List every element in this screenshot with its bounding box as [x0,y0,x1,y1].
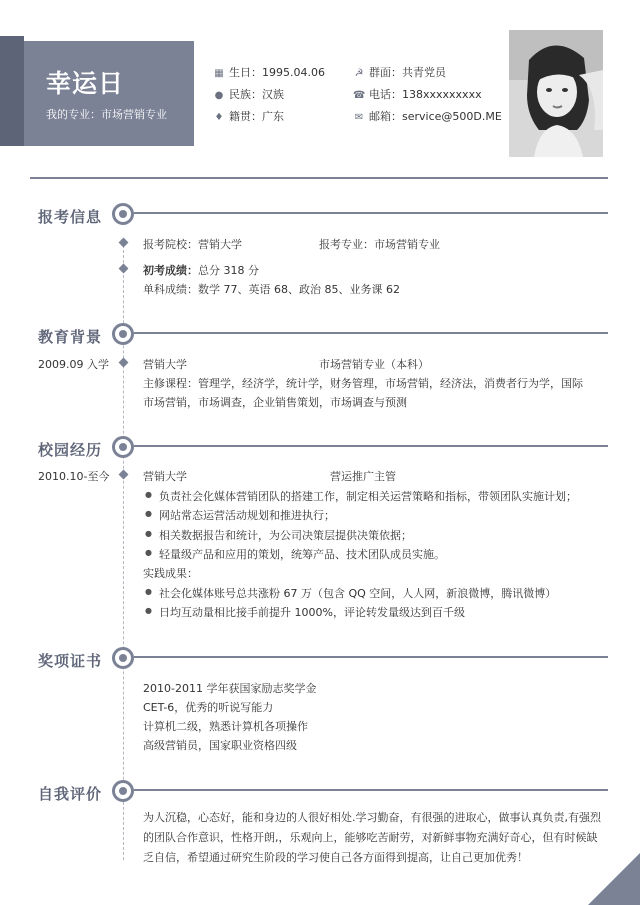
phone-icon: ☎ [353,90,366,101]
campus-result: ● 社会化媒体账号总共涨粉 67 万（包含 QQ 空间，人人网，新浪微博，腾讯微博） [159,585,556,601]
campus-duty: ● 网站常态运营活动规划和推进执行； [159,507,335,523]
location-pin-icon: ♦ [214,112,224,123]
education-school: 营销大学 [143,358,187,371]
campus-org: 营销大学 [143,470,187,483]
ethnicity-info: ● 民族：汉族 [214,88,284,101]
education-date: 2009.09 入学 [38,358,109,371]
exam-major: 报考专业：市场营销专业 [319,238,440,251]
campus-result: ● 日均互动量相比接手前提升 1000%，评论转发量级达到百千级 [159,604,465,620]
award-item: 高级营销员，国家职业资格四级 [143,739,297,752]
award-item: CET-6，优秀的听说写能力 [143,701,274,714]
section-marker-self [112,780,134,802]
candidate-name: 幸运日 [46,69,125,98]
timeline-diamond [119,238,129,248]
profile-photo [509,30,603,157]
person-icon: ● [214,90,224,101]
exam-subject-scores: 单科成绩：数学 77、英语 68、政治 85、业务课 62 [143,283,400,296]
section-title-campus: 校园经历 [38,441,103,459]
campus-results-label: 实践成果： [143,567,198,580]
exam-score: 初考成绩：总分 318 分 [143,264,259,277]
mail-icon: ✉ [354,112,364,123]
campus-duty: ● 相关数据报告和统计，为公司决策层提供决策依据； [159,527,412,543]
calendar-icon: ▦ [214,68,224,79]
section-title-exam: 报考信息 [38,208,103,226]
education-courses-line1: 主修课程：管理学，经济学，统计学，财务管理，市场营销，经济法，消费者行为学，国际 [143,377,583,390]
section-divider-campus [134,445,608,447]
section-divider-awards [134,656,608,658]
campus-date: 2010.10-至今 [38,470,110,483]
campus-duty: ● 负责社会化媒体营销团队的搭建工作，制定相关运营策略和指标，带领团队实施计划； [159,488,577,504]
section-divider-education [134,332,608,334]
section-divider-self [134,789,608,791]
award-item: 计算机二级，熟悉计算机各项操作 [143,720,308,733]
timeline-diamond [119,264,129,274]
award-item: 2010-2011 学年获国家励志奖学金 [143,682,317,695]
campus-duty: ● 轻量级产品和应用的策划，统筹产品、技术团队成员实施。 [159,546,445,562]
section-divider-exam [134,212,608,214]
header-divider [30,177,608,179]
section-title-education: 教育背景 [38,328,103,346]
portrait-image [509,30,603,157]
party-icon: ☭ [354,68,364,79]
section-title-self: 自我评价 [38,785,103,803]
campus-role: 营运推广主管 [330,470,396,483]
origin-info: ♦ 籍贯：广东 [214,110,284,123]
phone-info: ☎ 电话：138xxxxxxxxx [353,88,482,101]
education-courses-line2: 市场营销，市场调查，企业销售策划，市场调查与预测 [143,396,407,409]
timeline-diamond [119,470,129,480]
education-major: 市场营销专业（本科） [319,358,429,371]
section-marker-awards [112,647,134,669]
section-marker-education [112,323,134,345]
exam-school: 报考院校：营销大学 [143,238,242,251]
timeline-diamond [119,358,129,368]
section-marker-campus [112,436,134,458]
section-title-awards: 奖项证书 [38,652,103,670]
banner-tab [0,36,24,146]
corner-decoration [588,853,640,905]
self-evaluation-text: 为人沉稳，心态好，能和身边的人很好相处.学习勤奋，有很强的进取心，做事认真负责,有强烈的团队合作意识，性格开朗,，乐观向上，能够吃苦耐劳，对新鲜事物充满好奇心，但有时候缺乏自信，希望通过研究生阶段的学习使自己各方面得到提高，让自己更加优秀！ [143,811,601,864]
email-info: ✉ 邮箱：service@500D.ME [354,110,502,123]
birth-info: ▦ 生日：1995.04.06 [214,66,325,79]
candidate-major: 我的专业：市场营销专业 [46,108,167,121]
section-marker-exam [112,203,134,225]
political-info: ☭ 群面：共青党员 [354,66,446,79]
